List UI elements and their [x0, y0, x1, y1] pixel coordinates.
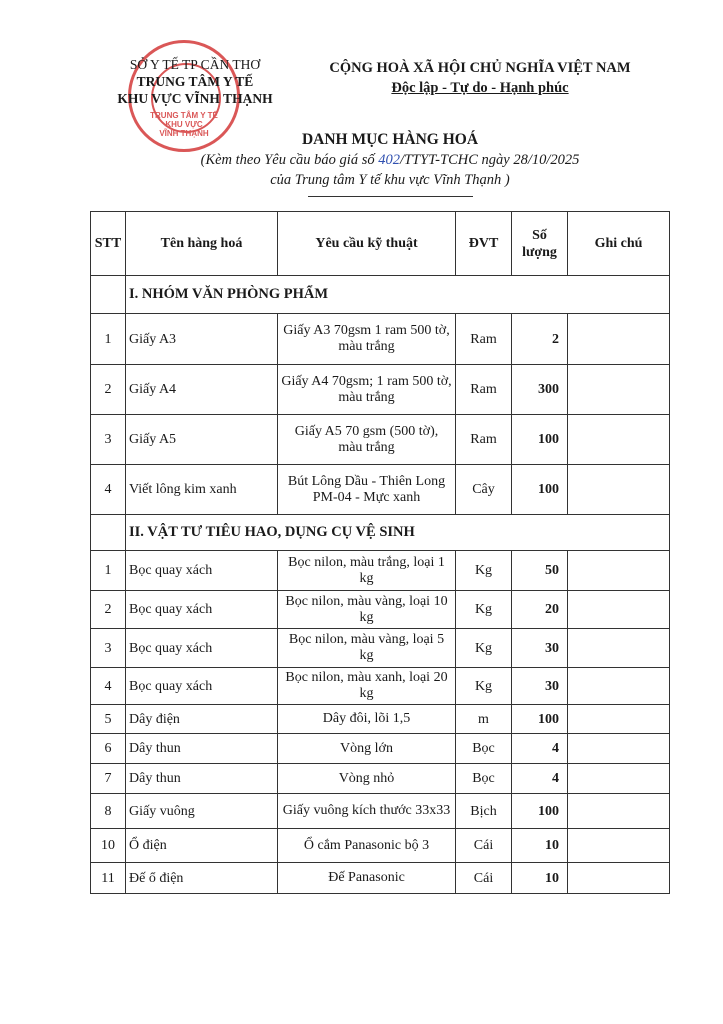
header-row [91, 212, 670, 276]
unit-cell: m [456, 705, 512, 734]
column-header: Ghi chú [568, 212, 670, 276]
issuing-agency [95, 56, 295, 107]
spec-cell: Bọc nilon, màu vàng, loại 10 kg [278, 591, 456, 629]
spec-cell: Giấy A3 70gsm 1 ram 500 tờ, màu trắng [278, 314, 456, 365]
column-header: Số lượng [512, 212, 568, 276]
table-row [91, 863, 670, 894]
note-cell [568, 863, 670, 894]
spec-cell: Giấy vuông kích thước 33x33 [278, 794, 456, 829]
section-title: I. NHÓM VĂN PHÒNG PHẨM [126, 276, 670, 314]
item-name-cell: Đế ổ điện [126, 863, 278, 894]
item-name-cell: Giấy vuông [126, 794, 278, 829]
stt-cell: 2 [91, 365, 126, 415]
quantity-cell: 10 [512, 863, 568, 894]
item-name-cell: Giấy A3 [126, 314, 278, 365]
doc-title: DANH MỤC HÀNG HOÁ [301, 131, 479, 148]
stt-cell: 6 [91, 734, 126, 764]
note-cell [568, 415, 670, 465]
agency-line: SỞ Y TẾ TP CẦN THƠ [129, 57, 261, 72]
unit-cell: Cây [456, 465, 512, 515]
subtitle-text: (Kèm theo Yêu cầu báo giá số [200, 152, 379, 168]
section-spacer [91, 515, 126, 551]
unit-cell: Kg [456, 668, 512, 705]
spec-cell: Giấy A4 70gsm; 1 ram 500 tờ, màu trắng [278, 365, 456, 415]
note-cell [568, 829, 670, 863]
unit-cell: Ram [456, 314, 512, 365]
table-row [91, 314, 670, 365]
table-row [91, 365, 670, 415]
item-name-cell: Viết lông kim xanh [126, 465, 278, 515]
note-cell [568, 591, 670, 629]
unit-cell: Bọc [456, 734, 512, 764]
national-header [310, 58, 650, 98]
item-name-cell: Bọc quay xách [126, 629, 278, 668]
unit-cell: Bịch [456, 794, 512, 829]
unit-cell: Ram [456, 365, 512, 415]
note-cell [568, 705, 670, 734]
spec-cell: Bọc nilon, màu xanh, loại 20 kg [278, 668, 456, 705]
note-cell [568, 629, 670, 668]
spec-cell: Đế Panasonic [278, 863, 456, 894]
stamp-line: VĨNH THẠNH [159, 129, 209, 138]
unit-cell: Bọc [456, 764, 512, 794]
unit-cell: Kg [456, 629, 512, 668]
quantity-cell: 4 [512, 734, 568, 764]
table-row [91, 465, 670, 515]
stamp-line: KHU VỰC [165, 120, 203, 129]
item-name-cell: Giấy A5 [126, 415, 278, 465]
doc-heading [150, 130, 630, 197]
stt-cell: 7 [91, 764, 126, 794]
unit-cell: Kg [456, 591, 512, 629]
unit-cell: Ram [456, 415, 512, 465]
column-header: ĐVT [456, 212, 512, 276]
table-row [91, 668, 670, 705]
note-cell [568, 465, 670, 515]
subtitle-text: /TTYT-TCHC ngày 28/10/2025 [399, 152, 580, 168]
divider [308, 196, 473, 197]
note-cell [568, 764, 670, 794]
quantity-cell: 50 [512, 551, 568, 591]
spec-cell: Vòng nhỏ [278, 764, 456, 794]
handwritten-number: 402 [378, 152, 400, 168]
table-row [91, 705, 670, 734]
quantity-cell: 100 [512, 415, 568, 465]
spec-cell: Bọc nilon, màu trắng, loại 1 kg [278, 551, 456, 591]
note-cell [568, 365, 670, 415]
quantity-cell: 10 [512, 829, 568, 863]
section-row [91, 515, 670, 551]
stt-cell: 3 [91, 415, 126, 465]
stt-cell: 4 [91, 668, 126, 705]
column-header: STT [91, 212, 126, 276]
stt-cell: 3 [91, 629, 126, 668]
table-row [91, 764, 670, 794]
agency-line: KHU VỰC VĨNH THẠNH [117, 91, 273, 106]
spec-cell: Ổ cắm Panasonic bộ 3 [278, 829, 456, 863]
item-name-cell: Giấy A4 [126, 365, 278, 415]
quantity-cell: 2 [512, 314, 568, 365]
table-row [91, 591, 670, 629]
table-row [91, 551, 670, 591]
item-name-cell: Dây thun [126, 734, 278, 764]
quantity-cell: 100 [512, 794, 568, 829]
quantity-cell: 100 [512, 705, 568, 734]
item-name-cell: Bọc quay xách [126, 591, 278, 629]
table-row [91, 415, 670, 465]
note-cell [568, 734, 670, 764]
section-row [91, 276, 670, 314]
stt-cell: 1 [91, 551, 126, 591]
stt-cell: 8 [91, 794, 126, 829]
stamp-line: TRUNG TÂM Y TẾ [150, 111, 218, 120]
stt-cell: 1 [91, 314, 126, 365]
note-cell [568, 668, 670, 705]
spec-cell: Giấy A5 70 gsm (500 tờ), màu trắng [278, 415, 456, 465]
item-name-cell: Dây điện [126, 705, 278, 734]
spec-cell: Bút Lông Dầu - Thiên Long PM-04 - Mực xanh [278, 465, 456, 515]
column-header: Tên hàng hoá [126, 212, 278, 276]
note-cell [568, 551, 670, 591]
spec-cell: Vòng lớn [278, 734, 456, 764]
spec-cell: Bọc nilon, màu vàng, loại 5 kg [278, 629, 456, 668]
quantity-cell: 4 [512, 764, 568, 794]
table-row [91, 829, 670, 863]
doc-subtitle [150, 150, 630, 170]
unit-cell: Cái [456, 863, 512, 894]
quantity-cell: 20 [512, 591, 568, 629]
doc-subtitle-2: của Trung tâm Y tế khu vực Vĩnh Thạnh ) [270, 172, 510, 188]
spec-cell: Dây đôi, lõi 1,5 [278, 705, 456, 734]
note-cell [568, 794, 670, 829]
quantity-cell: 300 [512, 365, 568, 415]
quantity-cell: 30 [512, 668, 568, 705]
motto: Độc lập - Tự do - Hạnh phúc [391, 80, 569, 96]
quantity-cell: 100 [512, 465, 568, 515]
stt-cell: 2 [91, 591, 126, 629]
table-row [91, 794, 670, 829]
item-name-cell: Ổ điện [126, 829, 278, 863]
agency-line: TRUNG TÂM Y TẾ [136, 74, 254, 89]
item-name-cell: Bọc quay xách [126, 668, 278, 705]
note-cell [568, 314, 670, 365]
column-header: Yêu cầu kỹ thuật [278, 212, 456, 276]
stt-cell: 11 [91, 863, 126, 894]
section-title: II. VẬT TƯ TIÊU HAO, DỤNG CỤ VỆ SINH [126, 515, 670, 551]
stt-cell: 10 [91, 829, 126, 863]
unit-cell: Cái [456, 829, 512, 863]
unit-cell: Kg [456, 551, 512, 591]
quantity-cell: 30 [512, 629, 568, 668]
stt-cell: 4 [91, 465, 126, 515]
goods-table [90, 211, 670, 894]
country-title: CỘNG HOÀ XÃ HỘI CHỦ NGHĨA VIỆT NAM [329, 60, 631, 76]
section-spacer [91, 276, 126, 314]
stt-cell: 5 [91, 705, 126, 734]
item-name-cell: Bọc quay xách [126, 551, 278, 591]
table-row [91, 734, 670, 764]
item-name-cell: Dây thun [126, 764, 278, 794]
table-row [91, 629, 670, 668]
